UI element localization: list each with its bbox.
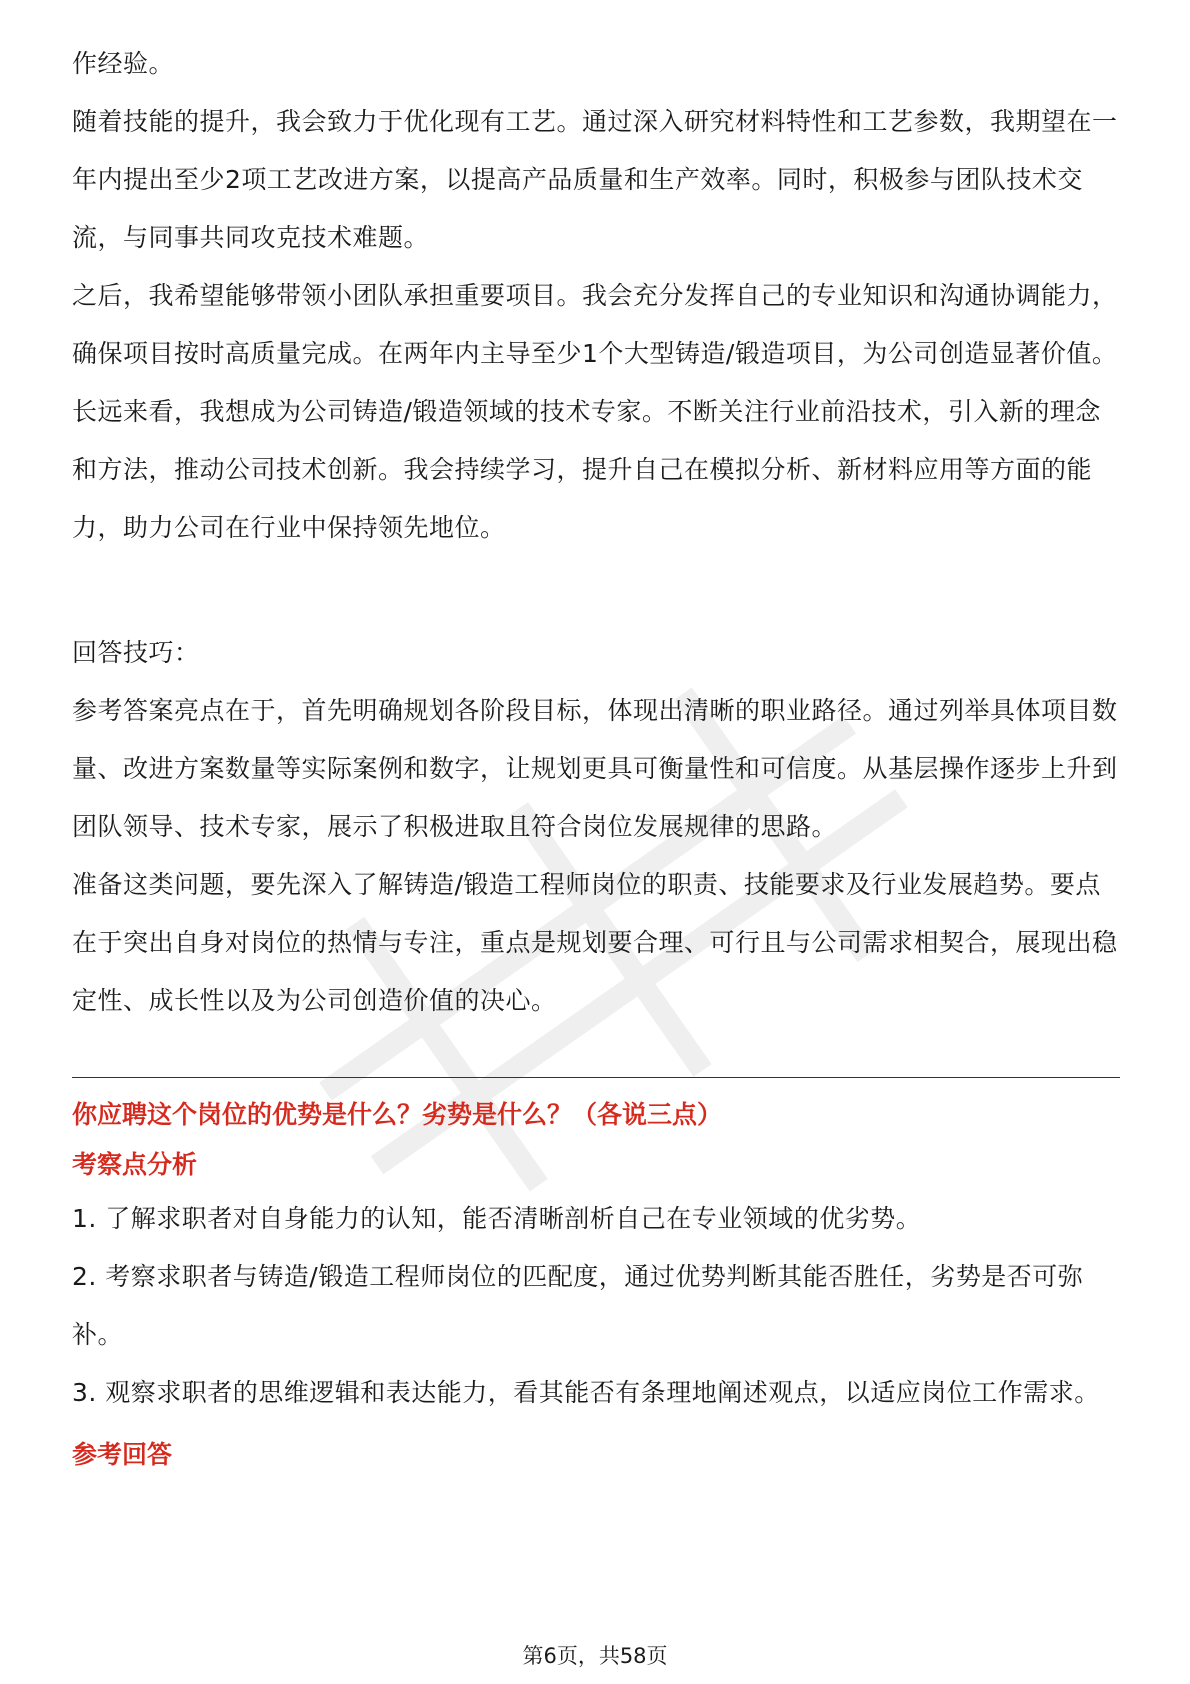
plan-section xyxy=(72,35,1120,557)
list-item: 1. 了解求职者对自身能力的认知，能否清晰剖析自己在专业领域的优劣势。 xyxy=(72,1204,922,1233)
tips-section xyxy=(72,624,1120,1030)
paragraph: 长远来看，我想成为公司铸造/锻造领域的技术专家。不断关注行业前沿技术，引入新的理念和方法，推动公司技术创新。我会持续学习，提升自己在模拟分析、新材料应用等方面的能力，助力公司在行业中保持领先地位。 xyxy=(72,397,1101,542)
paragraph: 准备这类问题，要先深入了解铸造/锻造工程师岗位的职责、技能要求及行业发展趋势。要点在于突出自身对岗位的热情与专注，重点是规划要合理、可行且与公司需求相契合，展现出稳定性、成长性以及为公司创造价值的决心。 xyxy=(72,870,1118,1015)
paragraph: 作经验。 xyxy=(72,49,175,78)
paragraph: 之后，我希望能够带领小团队承担重要项目。我会充分发挥自己的专业知识和沟通协调能力，确保项目按时高质量完成。在两年内主导至少1个大型铸造/锻造项目，为公司创造显著价值。 xyxy=(72,281,1118,368)
paragraph: 随着技能的提升，我会致力于优化现有工艺。通过深入研究材料特性和工艺参数，我期望在一年内提出至少2项工艺改进方案，以提高产品质量和生产效率。同时，积极参与团队技术交流，与同事共同攻克技术难题。 xyxy=(72,107,1118,252)
tips-label: 回答技巧： xyxy=(72,638,200,667)
analysis-heading: 考察点分析 xyxy=(72,1150,198,1179)
list-item: 2. 考察求职者与铸造/锻造工程师岗位的匹配度，通过优势判断其能否胜任，劣势是否可弥补。 xyxy=(72,1262,1084,1349)
list-item: 3. 观察求职者的思维逻辑和表达能力，看其能否有条理地阐述观点，以适应岗位工作需求。 xyxy=(72,1378,1100,1407)
question-section xyxy=(72,1090,1120,1480)
paragraph: 参考答案亮点在于，首先明确规划各阶段目标，体现出清晰的职业路径。通过列举具体项目数量、改进方案数量等实际案例和数字，让规划更具可衡量性和可信度。从基层操作逐步上升到团队领导、技术专家，展示了积极进取且符合岗位发展规律的思路。 xyxy=(72,696,1118,841)
divider xyxy=(72,1077,1120,1078)
answer-heading: 参考回答 xyxy=(72,1440,173,1469)
page-number: 第6页，共58页 xyxy=(522,1644,668,1668)
question-title: 你应聘这个岗位的优势是什么？劣势是什么？（各说三点） xyxy=(72,1100,723,1129)
